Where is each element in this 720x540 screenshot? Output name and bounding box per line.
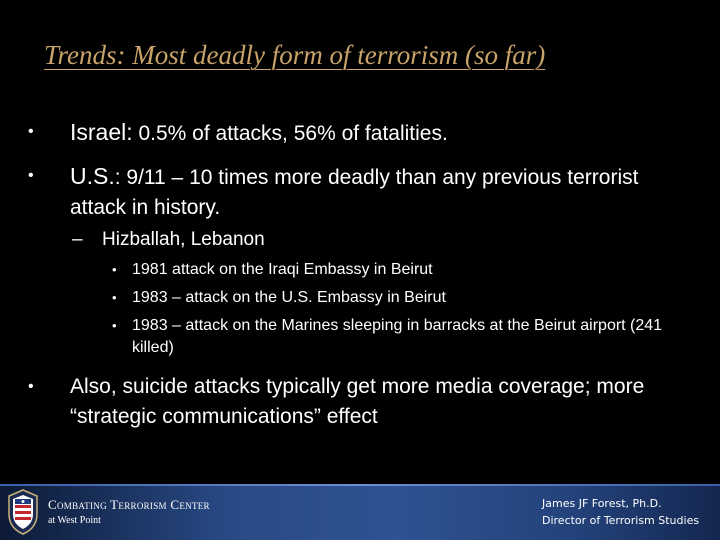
sub-bullet-dash: –: [72, 229, 83, 250]
bullet-dot: •: [112, 318, 117, 333]
bullet-rest: : 9/11 – 10 times more deadly than any previous terrorist attack in history.: [70, 166, 639, 219]
bullet-dot: •: [28, 123, 34, 140]
bullet-text: Also, suicide attacks typically get more media coverage; more “strategic communications” effect: [70, 375, 645, 428]
org-subtitle: at West Point: [48, 515, 101, 526]
bullet-lead: Israel:: [70, 119, 133, 145]
bullet-text: [70, 161, 700, 223]
slide-title: Trends: Most deadly form of terrorism (so far): [44, 40, 546, 70]
bullet-dot: •: [28, 378, 34, 395]
subsub-bullet-text: 1983 – attack on the Marines sleeping in barracks at the Beirut airport (241 killed): [132, 317, 663, 356]
presenter-name: James JF Forest, Ph.D.: [542, 497, 662, 510]
ctc-crest-icon: [6, 488, 40, 536]
subsub-bullet-text: 1981 attack on the Iraqi Embassy in Beirut: [132, 261, 433, 278]
bullet-rest: 0.5% of attacks, 56% of fatalities.: [132, 122, 448, 145]
bullet-lead: U.S.: [70, 163, 115, 189]
bullet-dot: •: [112, 262, 117, 277]
bullet-dot: •: [28, 167, 34, 184]
bullet-dot: •: [112, 290, 117, 305]
org-name: Combating Terrorism Center: [48, 497, 210, 512]
presenter-title: Director of Terrorism Studies: [542, 514, 700, 527]
footer-bar: [0, 484, 720, 540]
bullet-text: [70, 117, 700, 149]
subsub-bullet-text: 1983 – attack on the U.S. Embassy in Beirut: [132, 289, 446, 306]
footer-divider: [0, 484, 720, 486]
sub-bullet-text: Hizballah, Lebanon: [102, 229, 265, 250]
